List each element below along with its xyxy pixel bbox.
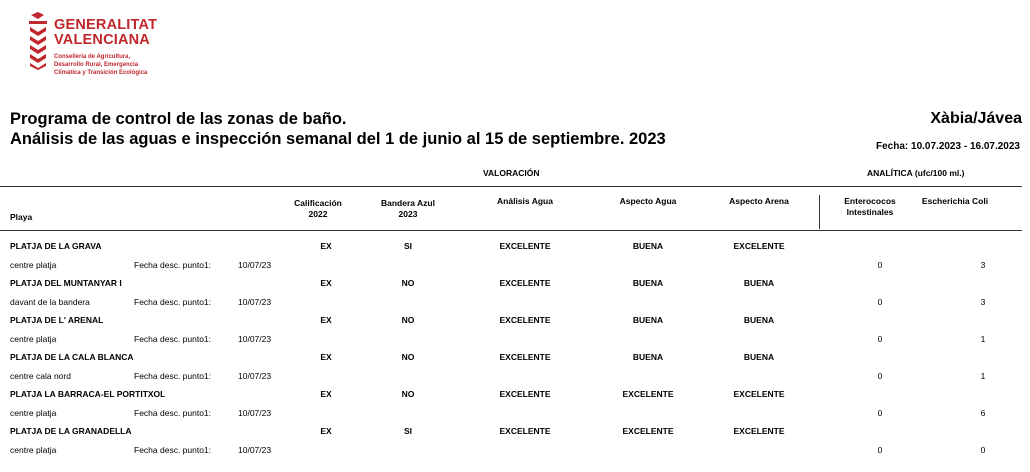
date-range: Fecha: 10.07.2023 - 16.07.2023 [876,141,1020,152]
table-row [0,389,1030,426]
org-name-line1: GENERALITAT [54,17,158,33]
col-enterococos-line2: Intestinales [846,207,894,217]
sample-date-label: Fecha desc. punto1: [134,408,212,418]
sample-date: 10/07/23 [238,334,272,344]
col-playa: Playa [10,212,33,222]
aspecto-arena-value: EXCELENTE [733,426,785,436]
col-bandera-azul [363,198,453,220]
analisis-value: EXCELENTE [499,389,551,399]
sample-date-label: Fecha desc. punto1: [134,445,212,455]
beach-name: PLATJA DEL MUNTANYAR I [10,278,122,288]
bandera-value: NO [401,352,415,362]
col-calificacion-line1: Calificación [294,198,342,208]
beach-name: PLATJA DE LA GRAVA [10,241,102,251]
analisis-value: EXCELENTE [499,426,551,436]
bandera-value: NO [401,389,415,399]
calificacion-value: EX [320,278,332,288]
sampling-point: centre cala nord [10,371,71,381]
ecoli-value: 1 [980,371,986,381]
aspecto-agua-value: EXCELENTE [622,389,674,399]
analisis-value: EXCELENTE [499,352,551,362]
analitica-divider [819,195,820,229]
sample-date-label: Fecha desc. punto1: [134,371,212,381]
table-row [0,352,1030,389]
sample-date: 10/07/23 [238,297,272,307]
sampling-point: davant de la bandera [10,297,90,307]
aspecto-arena-value: BUENA [743,352,775,362]
municipality: Xàbia/Jávea [930,110,1022,127]
department-line1: Conselleria de Agricultura, [54,54,131,60]
col-bandera-line2: 2023 [398,209,418,219]
section-valoracion: VALORACIÓN [483,168,540,178]
calificacion-value: EX [320,426,332,436]
enterococos-value: 0 [877,260,883,270]
bandera-value: SI [403,426,413,436]
table-row [0,241,1030,278]
department-name [54,53,147,77]
sample-date: 10/07/23 [238,371,272,381]
enterococos-value: 0 [877,445,883,455]
bandera-value: NO [401,278,415,288]
aspecto-agua-value: BUENA [632,315,664,325]
aspecto-arena-value: BUENA [743,315,775,325]
beach-name: PLATJA DE LA GRANADELLA [10,426,132,436]
enterococos-value: 0 [877,371,883,381]
sampling-point: centre platja [10,334,57,344]
table-row [0,426,1030,463]
org-name-line2: VALENCIANA [54,32,150,48]
ecoli-value: 3 [980,260,986,270]
header-bottom-rule [0,230,1022,231]
enterococos-value: 0 [877,297,883,307]
calificacion-value: EX [320,389,332,399]
report-subtitle: Análisis de las aguas e inspección semanal del 1 de junio al 15 de septiembre. 2023 [10,130,666,148]
header-top-rule [0,186,1022,187]
enterococos-value: 0 [877,408,883,418]
org-name [54,18,157,48]
sample-date: 10/07/23 [238,260,272,270]
generalitat-logo [28,10,168,80]
beach-name: PLATJA DE LA CALA BLANCA [10,352,134,362]
sample-date-label: Fecha desc. punto1: [134,260,212,270]
ecoli-value: 3 [980,297,986,307]
col-aspecto-arena: Aspecto Arena [729,196,789,206]
aspecto-agua-value: EXCELENTE [622,426,674,436]
sampling-point: centre platja [10,260,57,270]
enterococos-value: 0 [877,334,883,344]
aspecto-agua-value: BUENA [632,352,664,362]
calificacion-value: EX [320,315,332,325]
sample-date-label: Fecha desc. punto1: [134,334,212,344]
ecoli-value: 1 [980,334,986,344]
bandera-value: NO [401,315,415,325]
aspecto-agua-value: BUENA [632,278,664,288]
table-row [0,278,1030,315]
report-title: Programa de control de las zonas de baño. [10,110,347,128]
col-calificacion [278,198,358,220]
department-line2: Desarrollo Rural, Emergencia [54,62,139,68]
ecoli-value: 0 [980,445,986,455]
sampling-point: centre platja [10,408,57,418]
sample-date-label: Fecha desc. punto1: [134,297,212,307]
col-analisis-agua: Análisis Agua [497,196,553,206]
table-row [0,315,1030,352]
calificacion-value: EX [320,352,332,362]
department-line3: Climática y Transición Ecológica [54,70,148,76]
analisis-value: EXCELENTE [499,241,551,251]
analisis-value: EXCELENTE [499,278,551,288]
col-escherichia-coli: Escherichia Coli [921,196,989,206]
aspecto-arena-value: BUENA [743,278,775,288]
calificacion-value: EX [320,241,332,251]
bandera-value: SI [403,241,413,251]
beach-name: PLATJA DE L' ARENAL [10,315,104,325]
sample-date: 10/07/23 [238,445,272,455]
sampling-point: centre platja [10,445,57,455]
col-enterococos-line1: Enterococos [844,196,896,206]
aspecto-agua-value: BUENA [632,241,664,251]
col-aspecto-agua: Aspecto Agua [619,196,677,206]
generalitat-emblem-icon [28,12,48,70]
analisis-value: EXCELENTE [499,315,551,325]
col-calificacion-line2: 2022 [308,209,328,219]
sample-date: 10/07/23 [238,408,272,418]
col-bandera-line1: Bandera Azul [380,198,435,208]
ecoli-value: 6 [980,408,986,418]
aspecto-arena-value: EXCELENTE [733,241,785,251]
beach-name: PLATJA LA BARRACA-EL PORTITXOL [10,389,166,399]
section-analitica: ANALÍTICA (ufc/100 ml.) [867,168,965,178]
aspecto-arena-value: EXCELENTE [733,389,785,399]
